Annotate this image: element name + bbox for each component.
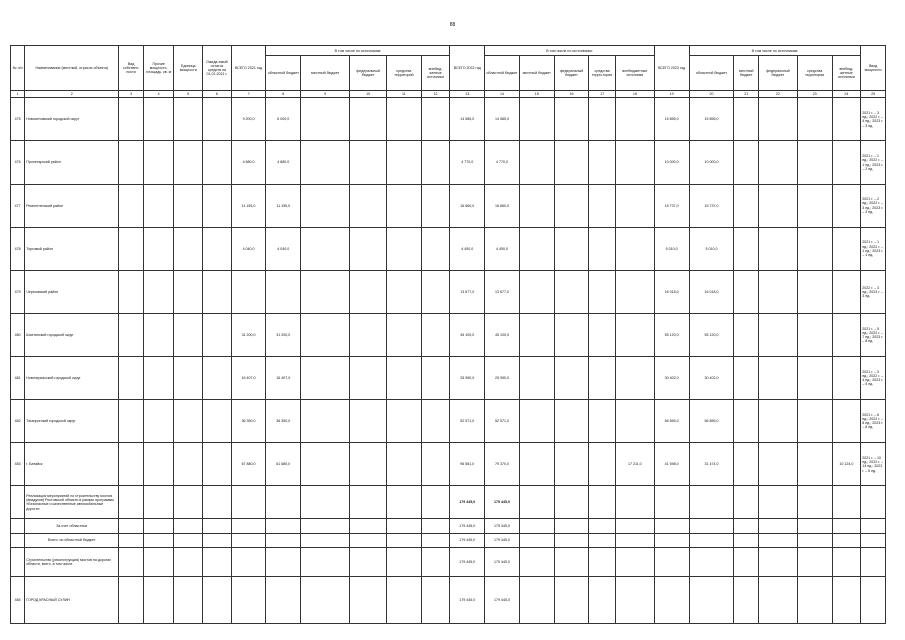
hdr-src-a: федеральный бюджет xyxy=(350,56,387,91)
column-numbers-row xyxy=(11,91,886,98)
row-regional-c: 5 010,0 xyxy=(689,227,734,270)
row-number: 479 xyxy=(11,270,25,313)
row-name: Ремонтненский район xyxy=(25,184,119,227)
hdr-src-b: федеральный бюджет xyxy=(554,56,589,91)
hdr-src-a: внебюд-жетные источники xyxy=(421,56,450,91)
table-row xyxy=(11,400,886,443)
row-extra-b xyxy=(615,357,654,400)
table-row xyxy=(11,98,886,141)
hdr-total-a: ВСЕГО 2021 год xyxy=(231,46,266,91)
row-extra-b xyxy=(615,313,654,356)
row-total-a: 11 155,0 xyxy=(231,184,266,227)
row-name: Шахтинский городской округ xyxy=(25,313,119,356)
column-number: 13 xyxy=(450,91,485,98)
summary-sub-row xyxy=(11,548,886,577)
row-capacity-note: 2021 г. – 10 ед.; 2022 г. – 14 ед.; 2023 г. – 6 ед. xyxy=(861,443,886,486)
row-number: 478 xyxy=(11,227,25,270)
row-regional-c: 31 474,0 xyxy=(689,443,734,486)
row-extra-c xyxy=(832,141,861,184)
hdr-src-a: местный бюджет xyxy=(301,56,350,91)
row-extra-c xyxy=(832,227,861,270)
row-total-c: 41 598,0 xyxy=(654,443,689,486)
row-extra-c xyxy=(832,400,861,443)
hdr-name: Наименование (местный, отрасль объекта) xyxy=(25,46,119,91)
row-extra-b xyxy=(615,98,654,141)
row-name: Новочеркасский городской округ xyxy=(25,357,119,400)
row-total-b: 45 100,0 xyxy=(450,313,485,356)
hdr-src-b: внебюджетные источники xyxy=(615,56,654,91)
row-regional-a xyxy=(266,270,301,313)
row-regional-c: 56 855,0 xyxy=(689,400,734,443)
row-number: 482 xyxy=(11,400,25,443)
hdr-input: Ввод мощности xyxy=(861,46,886,91)
row-total-a: 31 200,0 xyxy=(231,313,266,356)
row-extra-b: 17 211,0 xyxy=(615,443,654,486)
column-number: 23 xyxy=(797,91,832,98)
row-extra-b xyxy=(615,400,654,443)
row-capacity-note: 2021 г. – 1 ед.; 2022 г. – 1 ед.; 2023 г. – 2 ед. xyxy=(861,141,886,184)
row-total-b: 4 770,0 xyxy=(450,141,485,184)
row-total-b: 52 571,0 xyxy=(450,400,485,443)
row-name: г. Батайск xyxy=(25,443,119,486)
column-number: 6 xyxy=(203,91,232,98)
hdr-src-c: средства территории xyxy=(797,56,832,91)
column-number: 9 xyxy=(301,91,350,98)
row-regional-b: 25 950,0 xyxy=(485,357,520,400)
row-regional-a: 6 000,0 xyxy=(266,98,301,141)
row-total-c: 15 737,0 xyxy=(654,184,689,227)
column-number: 4 xyxy=(143,91,174,98)
row-total-a: 67 880,0 xyxy=(231,443,266,486)
hdr-group-b: В том числе по источникам: xyxy=(485,46,655,56)
row-capacity-note: 2021 г. – 5 ед.; 2022 г. – 7 ед.; 2023 г. – 8 ед. xyxy=(861,313,886,356)
row-regional-a: 31 200,0 xyxy=(266,313,301,356)
row-extra-b xyxy=(615,270,654,313)
row-total-a xyxy=(231,270,266,313)
row-extra-c xyxy=(832,313,861,356)
row-name: Чертковский район xyxy=(25,270,119,313)
column-number: 20 xyxy=(689,91,734,98)
row-total-b: 25 950,0 xyxy=(450,357,485,400)
summary-sub-regional: 179 445,0 xyxy=(485,519,520,533)
summary-sub-label: Всего: по областной бюджет xyxy=(25,533,119,547)
column-number: 14 xyxy=(485,91,520,98)
row-total-b: 16 660,0 xyxy=(450,184,485,227)
row-regional-a: 61 680,0 xyxy=(266,443,301,486)
row-regional-c: 10 000,0 xyxy=(689,141,734,184)
row-number: 484 xyxy=(11,576,25,623)
summary-regional: 179 445,0 xyxy=(485,486,520,519)
row-number: 483 xyxy=(11,443,25,486)
row-number: 481 xyxy=(11,357,25,400)
row-regional-b: 45 100,0 xyxy=(485,313,520,356)
hdr-src-c: областной бюджет xyxy=(689,56,734,91)
row-total-a: 16 407,0 xyxy=(231,357,266,400)
row-regional-a: 36 350,0 xyxy=(266,400,301,443)
row-regional-c: 55 120,0 xyxy=(689,313,734,356)
hdr-ownership: Вид собствен-ности xyxy=(119,46,144,91)
summary-sub-label: Строительство (реконструкция) мостов на дорогах области, всего, в том числе xyxy=(25,548,119,577)
row-number: 477 xyxy=(11,184,25,227)
row-capacity-note: 2021 г. – 3 ед.; 2022 г. – 4 ед.; 2023 г. – 3 ед. xyxy=(861,98,886,141)
row-regional-c: 15 737,0 xyxy=(689,184,734,227)
column-number: 22 xyxy=(758,91,797,98)
hdr-num: № п/п xyxy=(11,46,25,91)
hdr-total-b: ВСЕГО 2022 год xyxy=(450,46,485,91)
row-total-b: 179 445,0 xyxy=(450,576,485,623)
row-regional-a: 4 680,0 xyxy=(266,141,301,184)
investment-table xyxy=(10,45,886,624)
page-number: 88 xyxy=(449,22,456,28)
row-total-c: 5 010,0 xyxy=(654,227,689,270)
row-regional-c: 16 018,0 xyxy=(689,270,734,313)
row-regional-a: 11 155,0 xyxy=(266,184,301,227)
hdr-src-c: федеральный бюджет xyxy=(758,56,797,91)
summary-sub-total: 179 445,0 xyxy=(450,548,485,577)
row-extra-c xyxy=(832,357,861,400)
summary-sub-regional: 179 445,0 xyxy=(485,548,520,577)
hdr-src-a: средства территорий xyxy=(387,56,422,91)
column-number: 7 xyxy=(231,91,266,98)
row-total-a: 4 680,0 xyxy=(231,141,266,184)
row-regional-c: 15 855,0 xyxy=(689,98,734,141)
summary-row xyxy=(11,486,886,519)
row-name: Пролетарский район xyxy=(25,141,119,184)
hdr-src-b: средства терри-тории xyxy=(589,56,616,91)
row-name: ГОРОД КРАСНЫЙ СУЛИН xyxy=(25,576,119,623)
column-number: 8 xyxy=(266,91,301,98)
row-total-a: 9 200,0 xyxy=(231,98,266,141)
summary-title: Реализация мероприятий по строительству мостов (виадуков) Ростовской области в рамках программы «Безопасные и качественные автомобильные дороги» xyxy=(25,486,119,519)
column-number: 15 xyxy=(519,91,554,98)
row-capacity-note: 2022 г. – 3 ед.; 2023 г. – 3 ед. xyxy=(861,270,886,313)
column-number: 19 xyxy=(654,91,689,98)
row-total-c: 30 402,0 xyxy=(654,357,689,400)
row-regional-b: 179 445,0 xyxy=(485,576,520,623)
hdr-src-a: областной бюджет xyxy=(266,56,301,91)
column-number: 3 xyxy=(119,91,144,98)
summary-sub-total: 179 445,0 xyxy=(450,533,485,547)
summary-total: 179 445,0 xyxy=(450,486,485,519)
hdr-src-c: местный бюджет xyxy=(734,56,759,91)
row-name: Таганрогский городской округ xyxy=(25,400,119,443)
row-name: Новоселовский городской округ xyxy=(25,98,119,141)
hdr-group-a: В том числе по источникам: xyxy=(266,46,450,56)
row-total-c: 55 120,0 xyxy=(654,313,689,356)
column-number: 12 xyxy=(421,91,450,98)
column-number: 2 xyxy=(25,91,119,98)
table-row xyxy=(11,270,886,313)
row-capacity-note: 2021 г. – 1 ед.; 2022 г. – 1 ед.; 2023 г. – 1 ед. xyxy=(861,227,886,270)
table-row xyxy=(11,443,886,486)
column-number: 21 xyxy=(734,91,759,98)
row-regional-b: 79 370,0 xyxy=(485,443,520,486)
row-regional-a: 4 040,0 xyxy=(266,227,301,270)
row-regional-b: 4 770,0 xyxy=(485,141,520,184)
summary-sub-row xyxy=(11,519,886,533)
row-extra-b xyxy=(615,227,654,270)
row-regional-a: 16 407,0 xyxy=(266,357,301,400)
row-name: Торговый район xyxy=(25,227,119,270)
row-total-b: 14 585,0 xyxy=(450,98,485,141)
column-number: 17 xyxy=(589,91,616,98)
row-total-b: 13 677,0 xyxy=(450,270,485,313)
hdr-balance: Ожида-емый остаток средств на 01.01.2021 г. xyxy=(203,46,232,91)
row-total-c: 16 018,0 xyxy=(654,270,689,313)
row-extra-b xyxy=(615,141,654,184)
row-total-b: 4 450,0 xyxy=(450,227,485,270)
row-total-b: 96 581,0 xyxy=(450,443,485,486)
table-row xyxy=(11,357,886,400)
column-number: 24 xyxy=(832,91,861,98)
hdr-group-c: В том числе по источникам: xyxy=(689,46,861,56)
row-regional-b: 13 677,0 xyxy=(485,270,520,313)
row-regional-b: 16 660,0 xyxy=(485,184,520,227)
row-extra-b xyxy=(615,184,654,227)
row-total-a: 4 040,0 xyxy=(231,227,266,270)
hdr-size: Прочие мощность, площадь, кв. м xyxy=(143,46,174,91)
table-row xyxy=(11,576,886,623)
column-number: 5 xyxy=(174,91,203,98)
table-row xyxy=(11,184,886,227)
summary-sub-regional: 179 445,0 xyxy=(485,533,520,547)
column-number: 16 xyxy=(554,91,589,98)
column-number: 18 xyxy=(615,91,654,98)
row-total-c: 56 855,0 xyxy=(654,400,689,443)
column-number: 10 xyxy=(350,91,387,98)
hdr-total-c: ВСЕГО 2023 год xyxy=(654,46,689,91)
row-capacity-note: 2021 г. – 3 ед.; 2022 г. – 4 ед.; 2023 г. – 5 ед. xyxy=(861,357,886,400)
summary-sub-row xyxy=(11,533,886,547)
summary-sub-label: За счет областных xyxy=(25,519,119,533)
row-extra-c xyxy=(832,184,861,227)
table-row xyxy=(11,227,886,270)
hdr-src-c: внебюд-жетные источники xyxy=(832,56,861,91)
column-number: 25 xyxy=(861,91,886,98)
row-extra-c xyxy=(832,98,861,141)
summary-sub-total: 179 445,0 xyxy=(450,519,485,533)
row-regional-b: 4 450,0 xyxy=(485,227,520,270)
hdr-src-b: местный бюджет xyxy=(519,56,554,91)
row-extra-c xyxy=(832,270,861,313)
row-capacity-note: 2021 г. – 2 ед.; 2022 г. – 3 ед.; 2023 г. – 3 ед. xyxy=(861,184,886,227)
row-regional-c: 30 402,0 xyxy=(689,357,734,400)
row-regional-b: 14 585,0 xyxy=(485,98,520,141)
row-number: 476 xyxy=(11,141,25,184)
row-total-c: 15 855,0 xyxy=(654,98,689,141)
row-total-a: 36 350,0 xyxy=(231,400,266,443)
table-row xyxy=(11,141,886,184)
row-regional-b: 52 571,0 xyxy=(485,400,520,443)
column-number: 1 xyxy=(11,91,25,98)
table-row xyxy=(11,313,886,356)
hdr-src-b: областной бюджет xyxy=(485,56,520,91)
row-number: 480 xyxy=(11,313,25,356)
hdr-capacity: Единица мощности xyxy=(174,46,203,91)
row-extra-c: 10 124,0 xyxy=(832,443,861,486)
row-capacity-note: 2021 г. – 6 ед.; 2022 г. – 8 ед.; 2023 г. – 8 ед. xyxy=(861,400,886,443)
row-number: 475 xyxy=(11,98,25,141)
row-total-c: 10 000,0 xyxy=(654,141,689,184)
column-number: 11 xyxy=(387,91,422,98)
